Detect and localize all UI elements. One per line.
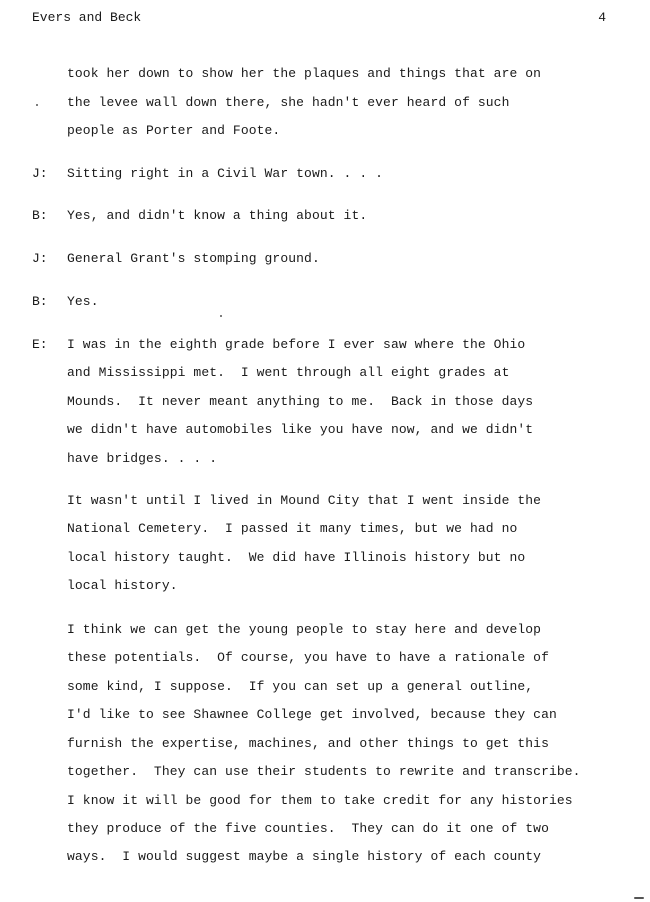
text-line: they produce of the five counties. They can do it one of two [67, 821, 549, 836]
scan-speck [36, 104, 38, 106]
page-number: 4 [598, 10, 606, 25]
text-line: people as Porter and Foote. [67, 123, 281, 138]
text-line: some kind, I suppose. If you can set up a general outline, [67, 679, 534, 694]
text-line: the levee wall down there, she hadn't ever heard of such [67, 95, 510, 110]
text-line: I was in the eighth grade before I ever saw where the Ohio [67, 337, 526, 352]
text-line: took her down to show her the plaques and things that are on [67, 66, 542, 81]
text-line: ways. I would suggest maybe a single history of each county [67, 849, 542, 864]
header-title: Evers and Beck [32, 10, 142, 25]
text-line: Yes. [67, 294, 99, 309]
speaker-label: J: [32, 166, 48, 181]
text-line: Yes, and didn't know a thing about it. [67, 208, 368, 223]
speaker-label: E: [32, 337, 48, 352]
text-line: together. They can use their students to rewrite and transcribe. [67, 764, 581, 779]
text-line: General Grant's stomping ground. [67, 251, 320, 266]
scan-speck [220, 315, 222, 317]
speaker-label: J: [32, 251, 48, 266]
text-line: we didn't have automobiles like you have now, and we didn't [67, 422, 534, 437]
text-line: these potentials. Of course, you have to have a rationale of [67, 650, 549, 665]
scan-speck [634, 897, 644, 899]
text-line: I'd like to see Shawnee College get involved, because they can [67, 707, 557, 722]
text-line: National Cemetery. I passed it many times, but we had no [67, 521, 518, 536]
text-line: Mounds. It never meant anything to me. Back in those days [67, 394, 534, 409]
speaker-label: B: [32, 208, 48, 223]
text-line: have bridges. . . . [67, 451, 218, 466]
text-line: Sitting right in a Civil War town. . . . [67, 166, 384, 181]
text-line: local history taught. We did have Illinois history but no [67, 550, 526, 565]
text-line: and Mississippi met. I went through all eight grades at [67, 365, 510, 380]
text-line: local history. [67, 578, 178, 593]
text-line: I know it will be good for them to take credit for any histories [67, 793, 573, 808]
speaker-label: B: [32, 294, 48, 309]
text-line: It wasn't until I lived in Mound City that I went inside the [67, 493, 542, 508]
text-line: furnish the expertise, machines, and other things to get this [67, 736, 549, 751]
text-line: I think we can get the young people to stay here and develop [67, 622, 542, 637]
